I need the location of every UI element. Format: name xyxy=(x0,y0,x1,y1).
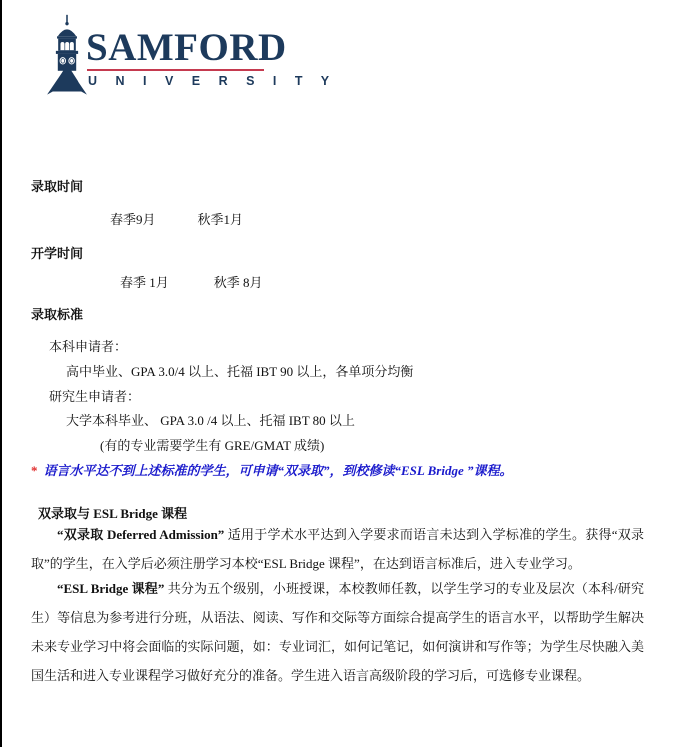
semester-start-heading: 开学时间 xyxy=(31,246,84,261)
bell-tower-icon xyxy=(44,14,90,100)
note-text: 语言水平达不到上述标准的学生，可申请“双录取”，到校修读“ESL Bridge ”课程。 xyxy=(43,463,513,478)
para2-body: 共分为五个级别，小班授课，本校教师任教，以学生学习的专业及层次（本科/研究生）等信息为参考进行分班，从语法、阅读、写作和交际等方面综合提高学生的语言水平，以帮助学生解决未来专业学习中将会面临的实际问题，如：专业词汇，如何记笔记，如何演讲和写作等；为学生尽快融入美国生活和进入专业课程学习做好充分的准备。学生进入语言高级阶段的学习后，可选修专业课程。 xyxy=(31,581,644,683)
admission-time-row xyxy=(110,209,243,228)
logo-red-rule xyxy=(87,69,264,71)
language-note xyxy=(31,460,512,479)
esl-bridge-paragraph xyxy=(31,574,644,690)
dual-admission-paragraph-1 xyxy=(31,521,644,578)
logo-text xyxy=(86,26,337,88)
grad-applicant-label: 研究生申请者： xyxy=(49,389,141,404)
para2-lead: “ESL Bridge 课程” xyxy=(57,581,165,596)
para1-lead: “双录取 Deferred Admission” xyxy=(57,527,225,542)
dual-admission-heading: 双录取与 ESL Bridge 课程 xyxy=(38,506,188,521)
admission-spring: 春季9月 xyxy=(110,212,156,227)
semester-spring: 春季 1月 xyxy=(120,275,169,290)
grad-gre-note: (有的专业需要学生有 GRE/GMAT 成绩) xyxy=(100,438,325,453)
semester-fall: 秋季 8月 xyxy=(213,275,263,290)
semester-start-row xyxy=(120,272,263,291)
logo-wordmark: SAMFORD xyxy=(86,26,287,69)
admission-standard-heading: 录取标准 xyxy=(31,307,84,322)
note-asterisk: * xyxy=(31,463,38,478)
samford-logo xyxy=(44,10,337,102)
grad-requirements: 大学本科毕业、 GPA 3.0 /4 以上、托福 IBT 80 以上 xyxy=(66,413,355,428)
undergrad-requirements: 高中毕业、GPA 3.0/4 以上、托福 IBT 90 以上，各单项分均衡 xyxy=(66,364,414,379)
undergrad-applicant-label: 本科申请者： xyxy=(49,339,128,354)
admission-fall: 秋季1月 xyxy=(197,212,244,227)
logo-subtitle: U N I V E R S I T Y xyxy=(88,74,337,88)
admission-time-heading: 录取时间 xyxy=(31,179,84,194)
para1-body: 适用于学术水平达到入学要求而语言未达到入学标准的学生。获得“双录取”的学生，在入学后必须注册学习本校“ESL Bridge 课程”，在达到语言标准后，进入专业学习。 xyxy=(31,527,644,571)
page-left-border xyxy=(0,0,2,747)
